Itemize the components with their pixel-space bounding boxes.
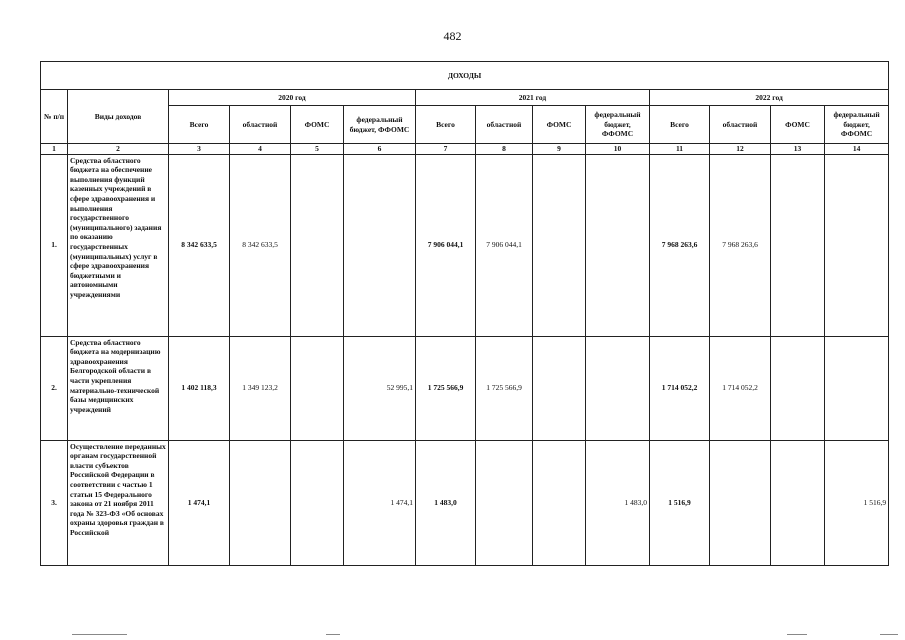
value-cell: 7 968 263,6 — [650, 154, 710, 336]
row-number: 3. — [41, 440, 68, 565]
index-cell: 2 — [68, 144, 169, 155]
index-cell: 7 — [416, 144, 476, 155]
index-cell: 9 — [533, 144, 586, 155]
index-cell: 11 — [650, 144, 710, 155]
scan-artifact-line — [880, 634, 898, 635]
page-number: 482 — [443, 29, 462, 43]
sub-header-foms: ФОМС — [771, 106, 825, 144]
sub-header-federal: федеральный бюджет, ФФОМС — [825, 106, 889, 144]
value-cell: 1 714 052,2 — [710, 336, 771, 440]
value-cell — [476, 440, 533, 565]
sub-header-federal: федеральный бюджет, ФФОМС — [586, 106, 650, 144]
value-cell — [533, 440, 586, 565]
sub-header-total: Всего — [650, 106, 710, 144]
year-2020-header: 2020 год — [169, 90, 416, 106]
index-cell: 4 — [230, 144, 291, 155]
value-cell: 1 725 566,9 — [416, 336, 476, 440]
value-cell — [291, 440, 344, 565]
value-cell — [771, 440, 825, 565]
sub-header-regional: областной — [710, 106, 771, 144]
value-cell: 8 342 633,5 — [230, 154, 291, 336]
scan-artifact-line — [72, 634, 127, 635]
value-cell — [533, 154, 586, 336]
sub-header-total: Всего — [416, 106, 476, 144]
year-2021-header: 2021 год — [416, 90, 650, 106]
year-2022-header: 2022 год — [650, 90, 889, 106]
value-cell: 1 483,0 — [586, 440, 650, 565]
index-cell: 6 — [344, 144, 416, 155]
index-cell: 1 — [41, 144, 68, 155]
income-table — [40, 61, 889, 566]
index-cell: 10 — [586, 144, 650, 155]
row-description: Средства областного бюджета на модернизацию здравоохранения Белгородской области в части укрепления материально-технической базы медицинских учреждений — [68, 336, 169, 440]
table-row — [41, 336, 889, 440]
index-cell: 5 — [291, 144, 344, 155]
value-cell: 1 516,9 — [650, 440, 710, 565]
sub-header-regional: областной — [230, 106, 291, 144]
value-cell: 1 714 052,2 — [650, 336, 710, 440]
sub-header-total: Всего — [169, 106, 230, 144]
value-cell: 7 906 044,1 — [416, 154, 476, 336]
sub-header-federal: федеральный бюджет, ФФОМС — [344, 106, 416, 144]
col-num-header: № п/п — [41, 90, 68, 144]
index-cell: 14 — [825, 144, 889, 155]
sub-header-regional: областной — [476, 106, 533, 144]
scan-artifact-line — [787, 634, 807, 635]
value-cell — [586, 154, 650, 336]
value-cell: 1 516,9 — [825, 440, 889, 565]
value-cell — [291, 336, 344, 440]
value-cell — [291, 154, 344, 336]
value-cell — [533, 336, 586, 440]
value-cell: 1 402 118,3 — [169, 336, 230, 440]
row-number: 2. — [41, 336, 68, 440]
value-cell — [825, 154, 889, 336]
row-number: 1. — [41, 154, 68, 336]
value-cell — [771, 154, 825, 336]
table-title: ДОХОДЫ — [41, 62, 889, 90]
value-cell: 1 474,1 — [344, 440, 416, 565]
value-cell: 1 483,0 — [416, 440, 476, 565]
value-cell — [771, 336, 825, 440]
sub-header-foms: ФОМС — [533, 106, 586, 144]
value-cell: 7 906 044,1 — [476, 154, 533, 336]
value-cell — [230, 440, 291, 565]
table-row — [41, 154, 889, 336]
col-type-header: Виды доходов — [68, 90, 169, 144]
value-cell — [825, 336, 889, 440]
sub-header-foms: ФОМС — [291, 106, 344, 144]
value-cell — [710, 440, 771, 565]
table-row — [41, 440, 889, 565]
scan-artifact-line — [326, 634, 340, 635]
value-cell — [344, 154, 416, 336]
value-cell: 7 968 263,6 — [710, 154, 771, 336]
value-cell: 1 349 123,2 — [230, 336, 291, 440]
value-cell: 1 474,1 — [169, 440, 230, 565]
value-cell — [586, 336, 650, 440]
value-cell: 8 342 633,5 — [169, 154, 230, 336]
index-cell: 8 — [476, 144, 533, 155]
index-cell: 3 — [169, 144, 230, 155]
index-cell: 13 — [771, 144, 825, 155]
row-description: Осуществление переданных органам государственной власти субъектов Российской Федерации в соответствии с частью 1 статьи 15 Федерального закона от 21 ноября 2011 года № 323-ФЗ «Об основах охраны здоровья граждан в Российской — [68, 440, 169, 565]
value-cell: 52 995,1 — [344, 336, 416, 440]
row-description: Средства областного бюджета на обеспечение выполнения функций казенных учреждений в сфере здравоохранения и выполнения государственного (муниципального) задания по оказанию государственных (муниципальных) услуг в сфере здравоохранения бюджетными и автономными учреждениями — [68, 154, 169, 336]
value-cell: 1 725 566,9 — [476, 336, 533, 440]
index-cell: 12 — [710, 144, 771, 155]
